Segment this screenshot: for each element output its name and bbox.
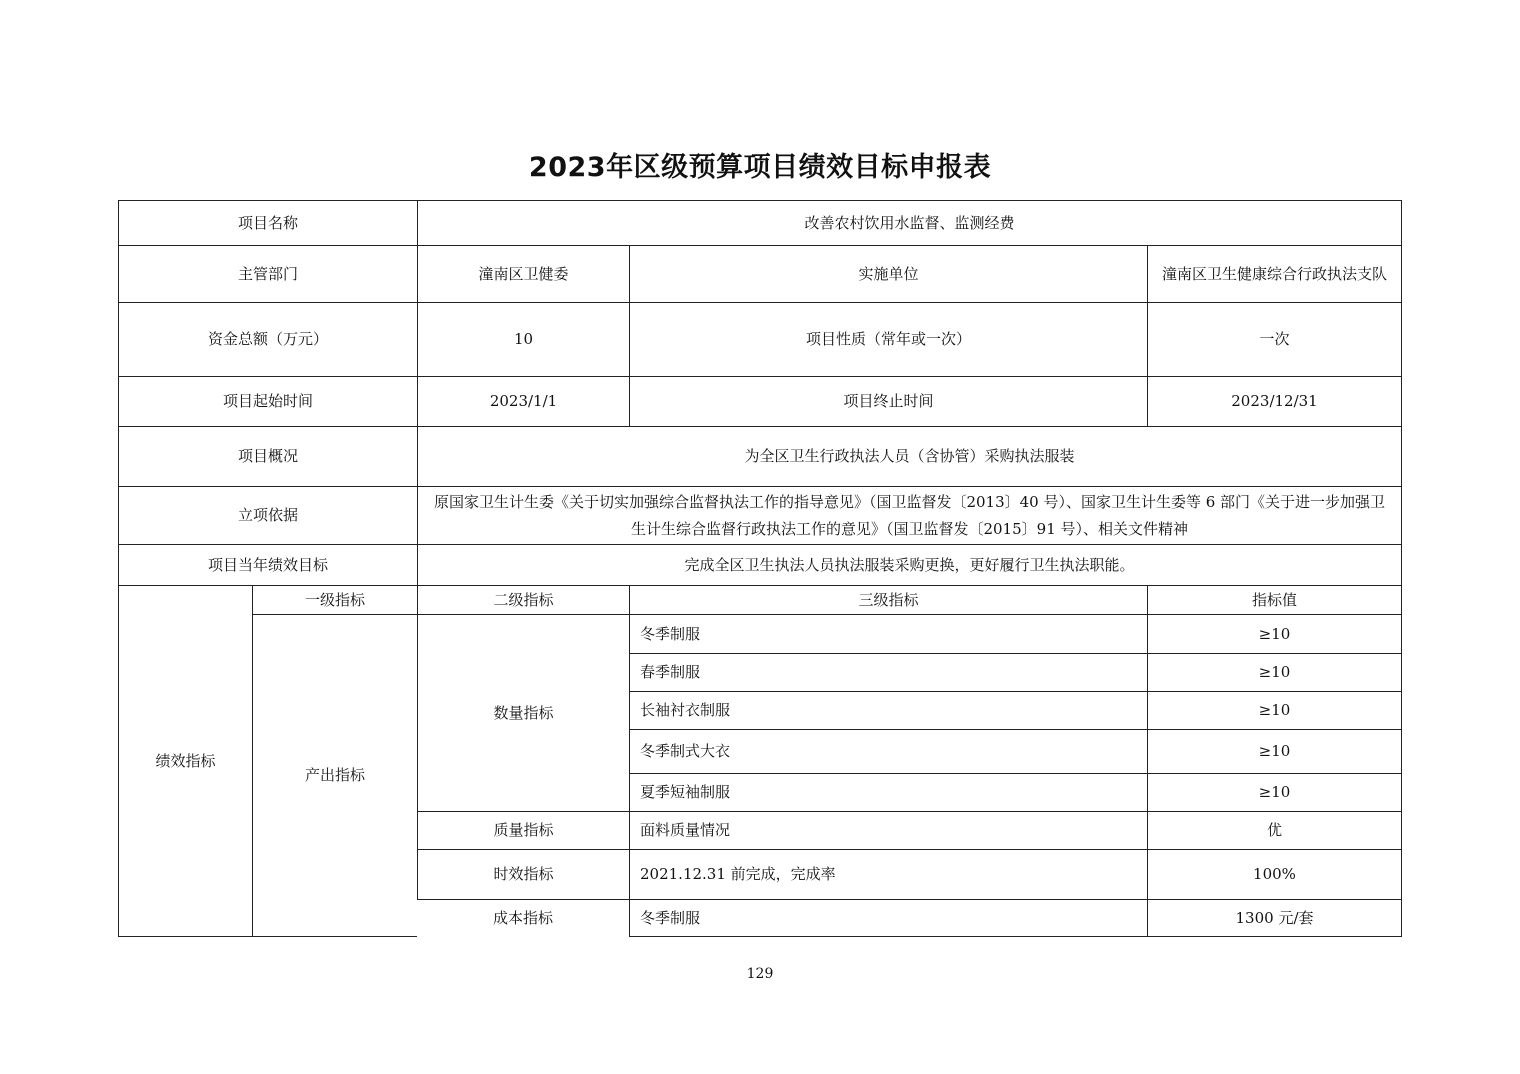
- quality-indicator-label: 质量指标: [417, 811, 630, 850]
- output-indicator-label: 产出指标: [252, 614, 418, 937]
- annual-goal-value: 完成全区卫生执法人员执法服装采购更换，更好履行卫生执法职能。: [417, 544, 1402, 586]
- start-date-value: 2023/1/1: [417, 376, 630, 427]
- quantity-item-name: 长袖衬衣制服: [629, 691, 1148, 730]
- timeliness-indicator-label: 时效指标: [417, 849, 630, 900]
- annual-goal-label: 项目当年绩效目标: [118, 544, 418, 586]
- project-name-value: 改善农村饮用水监督、监测经费: [417, 200, 1402, 246]
- quantity-item-name: 冬季制式大衣: [629, 729, 1148, 774]
- quantity-item-name: 夏季短袖制服: [629, 773, 1148, 812]
- start-date-label: 项目起始时间: [118, 376, 418, 427]
- timeliness-indicator-value: 100%: [1147, 849, 1402, 900]
- quantity-item-name: 冬季制服: [629, 614, 1148, 654]
- quantity-item-name: 春季制服: [629, 653, 1148, 692]
- quantity-indicator-label: 数量指标: [417, 614, 630, 812]
- quantity-item-value: ≥10: [1147, 614, 1402, 654]
- end-date-label: 项目终止时间: [629, 376, 1148, 427]
- department-value: 潼南区卫健委: [417, 245, 630, 303]
- project-nature-label: 项目性质（常年或一次）: [629, 302, 1148, 377]
- cost-indicator-value: 1300 元/套: [1147, 899, 1402, 937]
- funding-value: 10: [417, 302, 630, 377]
- header-level3: 三级指标: [629, 585, 1148, 615]
- department-label: 主管部门: [118, 245, 418, 303]
- funding-label: 资金总额（万元）: [118, 302, 418, 377]
- cost-indicator-label: 成本指标: [417, 899, 630, 937]
- page-number: 129: [746, 966, 774, 982]
- quantity-item-value: ≥10: [1147, 729, 1402, 774]
- basis-label: 立项依据: [118, 486, 418, 545]
- overview-label: 项目概况: [118, 426, 418, 487]
- header-level1: 一级指标: [252, 585, 418, 615]
- implementing-unit-label: 实施单位: [629, 245, 1148, 303]
- page-title: 2023年区级预算项目绩效目标申报表: [528, 152, 992, 183]
- timeliness-indicator-name: 2021.12.31 前完成，完成率: [629, 849, 1148, 900]
- overview-value: 为全区卫生行政执法人员（含协管）采购执法服装: [417, 426, 1402, 487]
- cost-indicator-name: 冬季制服: [629, 899, 1148, 937]
- implementing-unit-value: 潼南区卫生健康综合行政执法支队: [1147, 245, 1402, 303]
- quality-indicator-value: 优: [1147, 811, 1402, 850]
- header-level2: 二级指标: [417, 585, 630, 615]
- header-value: 指标值: [1147, 585, 1402, 615]
- basis-value: 原国家卫生计生委《关于切实加强综合监督执法工作的指导意见》（国卫监督发〔2013〕40 号）、国家卫生计生委等 6 部门《关于进一步加强卫生计生综合监督行政执法工作的意见》（国卫监督发〔2015〕91 号）、相关文件精神: [417, 486, 1402, 545]
- quality-indicator-name: 面料质量情况: [629, 811, 1148, 850]
- quantity-item-value: ≥10: [1147, 773, 1402, 812]
- project-nature-value: 一次: [1147, 302, 1402, 377]
- quantity-item-value: ≥10: [1147, 691, 1402, 730]
- performance-indicators-label: 绩效指标: [118, 585, 253, 937]
- project-name-label: 项目名称: [118, 200, 418, 246]
- end-date-value: 2023/12/31: [1147, 376, 1402, 427]
- quantity-item-value: ≥10: [1147, 653, 1402, 692]
